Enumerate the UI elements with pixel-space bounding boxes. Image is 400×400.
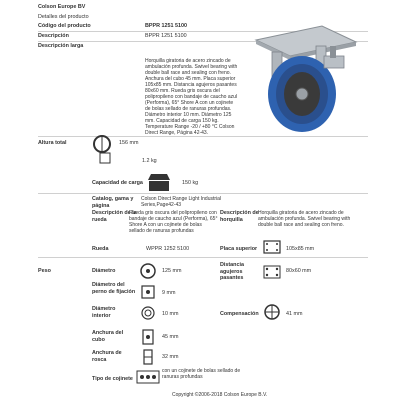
load-capacity-value: 150 kg [182,180,199,186]
offset-value: 41 mm [286,311,303,317]
hub-width-label: Anchura del cubo [92,330,124,343]
weight-label: Peso [38,268,51,274]
wheel-description-label: Descripción de la rueda [92,210,137,223]
code-value: BPPR 1251 5100 [145,23,187,29]
load-capacity-icon [146,172,172,192]
description-label: Descripción [38,33,69,39]
bearing-type-value: con un cojinete de bolas sellado de ranuras profundas [162,368,241,380]
long-description-text: Horquilla giratoria de acero zincado de ambulación profunda. Swivel bearing with double ball race and sealing con freno. Anchura del cubo 45 mm. Placa superior 105x85 mm. Distancia agujeros pasantes 80x60 mm. Rueda gris oscura del polipropileno con bandaje de caucho azul (Performa), 65° Shore A con un cojinete de bolas sellado de ranuras profundas. Diámetro interior 10 mm. Diámetro 125 mm. Capacidad de carga 150 kg. Temperature Range -20 / +80 °C Colson Direct Range, Página 42-43. [145,58,238,136]
fork-description-value: Horquilla giratoria de acero zincado de ambulación profunda. Swivel bearing with double ball race and sealing con freno. [258,210,351,228]
diameter-icon [140,262,156,280]
bolt-diameter-icon [140,284,156,300]
wheel-description-value: Rueda gris oscura del polipropileno con bandaje de caucho azul (Performa), 65° Shore A con un cojinete de bolas sellado de ranuras profundas [129,210,218,234]
hub-width-icon [140,328,156,346]
load-capacity-label: Capacidad de carga [92,180,143,186]
height-icon [92,134,112,154]
offset-label: Compensación [220,311,259,317]
weight-value: 1.2 kg [142,158,157,164]
hole-distance-label: Distancia agujeros pasantes [220,262,244,282]
divider [38,257,368,258]
weight-icon [99,152,111,164]
height-label: Altura total [38,140,67,146]
bolt-diameter-label: Diámetro del perno de fijación [92,282,136,295]
height-value: 156 mm [119,140,139,146]
tread-width-icon [140,348,156,366]
catalog-label: Catalog, gama y página [92,196,134,209]
code-label: Código del producto [38,23,91,29]
tread-width-value: 32 mm [162,354,179,360]
diameter-value: 125 mm [162,268,182,274]
castor-product-image [234,16,366,136]
long-description-label: Descripción larga [38,43,84,49]
hole-distance-value: 80x60 mm [286,268,312,274]
tread-width-label: Anchura de rosca [92,350,122,363]
bore-diameter-icon [140,305,156,321]
wheel-label: Rueda [92,246,109,252]
divider [38,136,368,137]
top-plate-icon [262,238,282,256]
hub-width-value: 45 mm [162,334,179,340]
divider [38,193,368,194]
description-value: BPPR 1251 5100 [145,33,187,39]
wheel-value: WPPR 1252 5100 [146,246,190,252]
top-plate-label: Placa superior [220,246,258,252]
bore-diameter-value: 10 mm [162,311,179,317]
hole-distance-icon [262,264,282,280]
company-name: Colson Europe BV [38,4,86,10]
offset-icon [262,302,282,322]
details-heading: Detalles del producto [38,14,89,20]
diameter-label: Diámetro [92,268,116,274]
bolt-diameter-value: 9 mm [162,290,176,296]
catalog-value: Colson Direct Range Light Industrial Series,Page42-43 [141,196,222,208]
bearing-icon [136,370,160,384]
top-plate-value: 105x85 mm [286,246,315,252]
fork-description-label: Descripción de horquilla [220,210,259,223]
bearing-type-label: Tipo de cojinete [92,376,133,382]
bore-diameter-label: Diámetro interior [92,306,116,319]
copyright: Copyright ©2006-2018 Colson Europe B.V. [172,392,268,398]
